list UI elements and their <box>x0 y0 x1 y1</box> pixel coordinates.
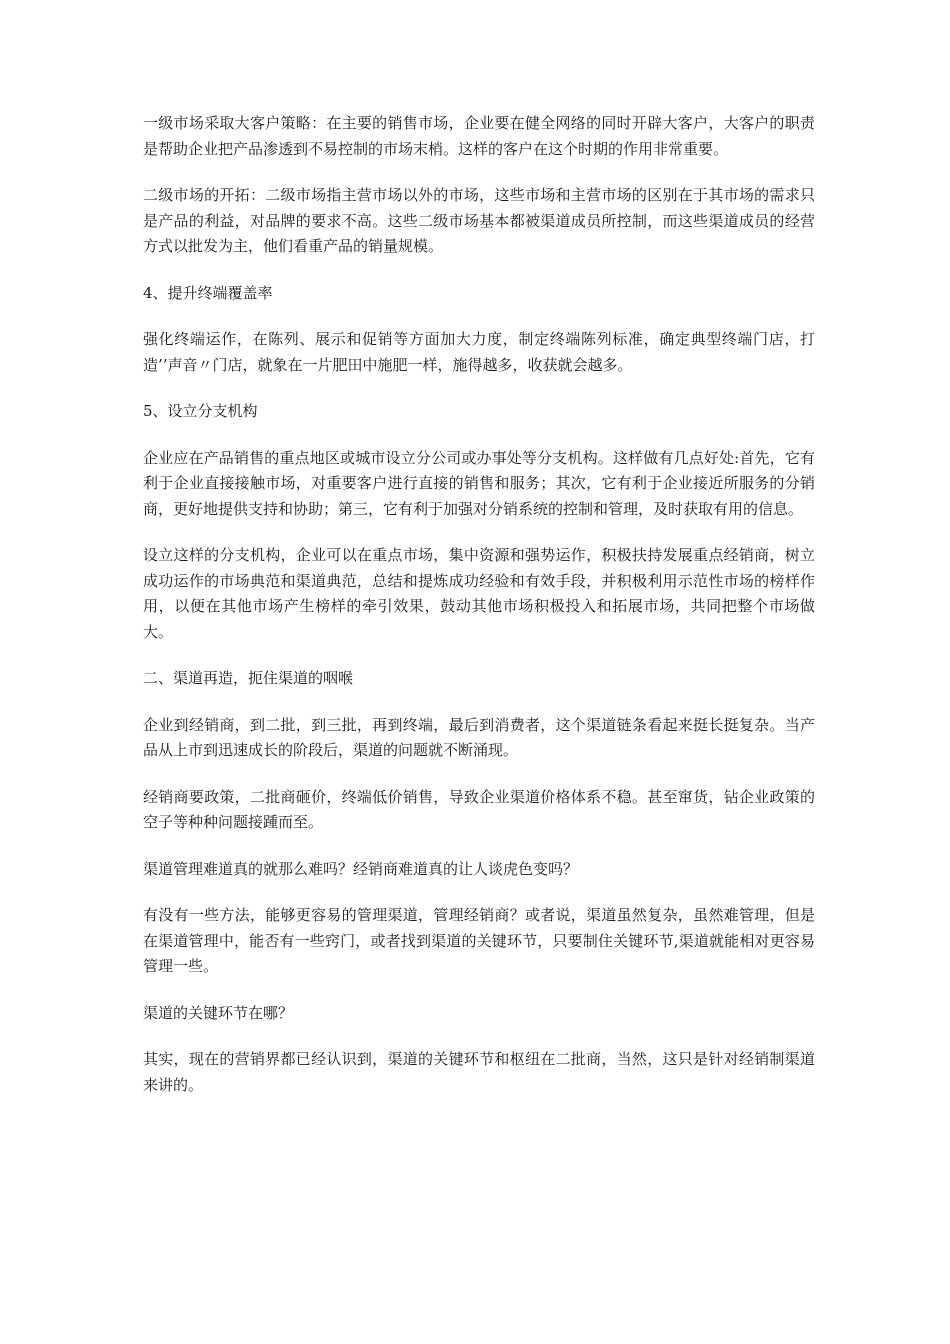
section-heading-channel-rebuild: 二、渠道再造，扼住渠道的咽喉 <box>143 669 354 687</box>
paragraph-branch-operation: 设立这样的分支机构，企业可以在重点市场，集中资源和强势运作，积极扶持发展重点经销商，树立成功运作的市场典范和渠道典范，总结和提炼成功经验和有效手段，并积极利用示范性市场的榜样作用，以便在其他市场产生榜样的牵引效果，鼓动其他市场积极投入和拓展市场，共同把整个市场做大。 <box>143 546 815 641</box>
section-heading-terminal-coverage: 4、提升终端覆盖率 <box>143 283 273 302</box>
paragraph-channel-methods: 有没有一些方法，能够更容易的管理渠道，管理经销商？或者说，渠道虽然复杂，虽然难管理，但是在渠道管理中，能否有一些窍门，或者找到渠道的关键环节，只要制住关键环节,渠道就能相对更容易管理一些。 <box>143 906 815 975</box>
paragraph-terminal-operation: 强化终端运作，在陈列、展示和促销等方面加大力度，制定终端陈列标准，确定典型终端门店，打造’’声音〃门店，就象在一片肥田中施肥一样，施得越多，收获就会越多。 <box>143 330 815 374</box>
paragraph-key-link-question: 渠道的关键环节在哪？ <box>143 1003 294 1022</box>
paragraph-channel-question: 渠道管理难道真的就那么难吗？经销商难道真的让人谈虎色变吗？ <box>143 859 579 878</box>
section-heading-branch-offices: 5、设立分支机构 <box>143 402 258 420</box>
paragraph-channel-chain: 企业到经销商，到二批，到三批，再到终端，最后到消费者，这个渠道链条看起来挺长挺复杂。当产品从上市到迅速成长的阶段后，渠道的问题就不断涌现。 <box>143 715 815 759</box>
document-body <box>143 111 815 1119</box>
paragraph-key-link-answer: 其实，现在的营销界都已经认识到，渠道的关键环节和枢纽在二批商，当然，这只是针对经销制渠道来讲的。 <box>143 1050 815 1094</box>
paragraph-key-account-strategy: 一级市场采取大客户策略：在主要的销售市场，企业要在健全网络的同时开辟大客户，大客户的职责是帮助企业把产品渗透到不易控制的市场末梢。这样的客户在这个时期的作用非常重要。 <box>143 114 815 158</box>
paragraph-channel-problems: 经销商要政策，二批商砸价，终端低价销售，导致企业渠道价格体系不稳。甚至窜货，钻企业政策的空子等种种问题接踵而至。 <box>143 787 815 831</box>
paragraph-branch-benefits: 企业应在产品销售的重点地区或城市设立分公司或办事处等分支机构。这样做有几点好处:首先，它有利于企业直接接触市场，对重要客户进行直接的销售和服务；其次，它有利于企业接近所服务的分销商，更好地提供支持和协助；第三，它有利于加强对分销系统的控制和管理，及时获取有用的信息。 <box>143 448 815 518</box>
paragraph-secondary-market: 二级市场的开拓：二级市场指主营市场以外的市场，这些市场和主营市场的区别在于其市场的需求只是产品的利益，对品牌的要求不高。这些二级市场基本都被渠道成员所控制，而这些渠道成员的经营方式以批发为主，他们看重产品的销量规模。 <box>143 186 815 255</box>
